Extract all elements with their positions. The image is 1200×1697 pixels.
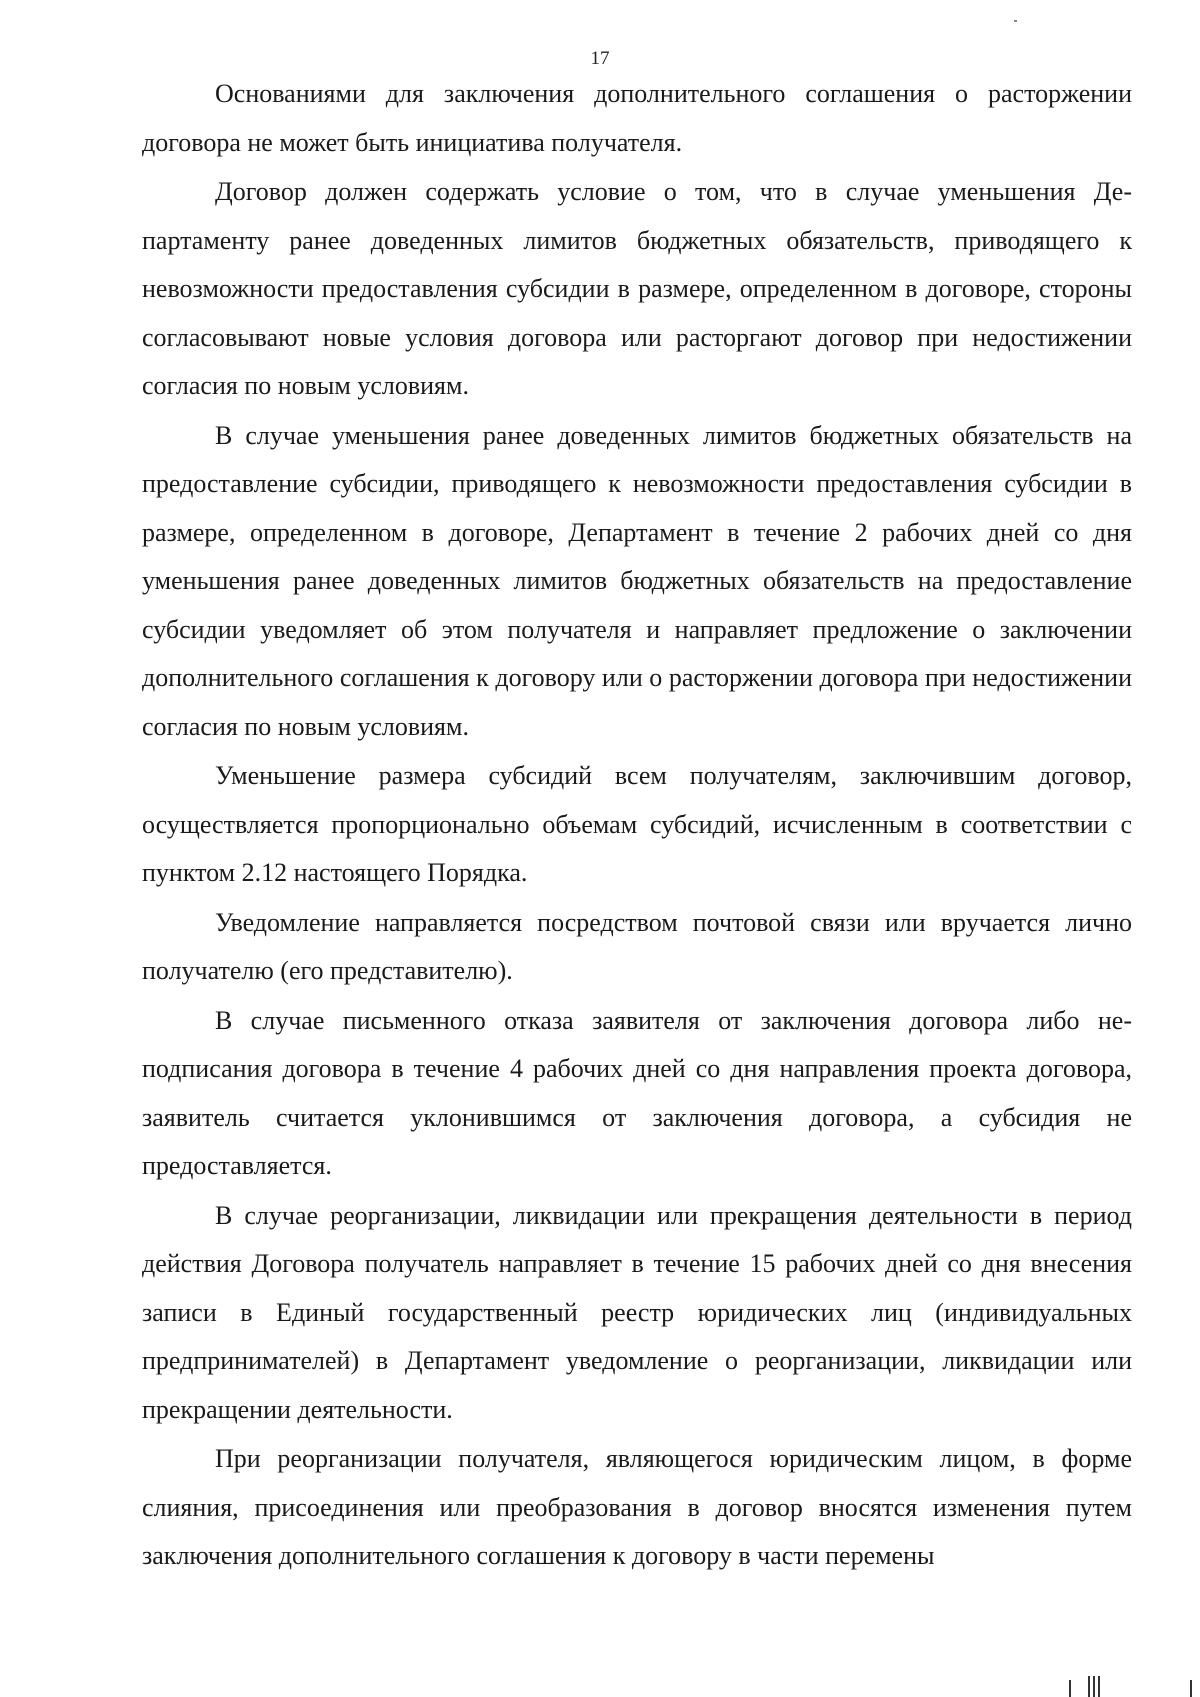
paragraph: В случае уменьшения ранее доведенных лимитов бюджетных обязательств на предоставление субсидии, приводящего к невозможности предоставления субсидии в размере, определенном в договоре, Департамент в течение 2 рабочих дней со дня уменьшения ранее доведенных лимитов бюджетных обязательств на предоставление субсидии уведомляет об этом получателя и направляет предложение о заключении дополнительного соглашения к договору или о расторжении договора при недостижении согласия по новым условиям. <box>142 420 1132 741</box>
scan-artifact <box>1014 20 1017 22</box>
paragraph: Договор должен содержать условие о том, что в случае уменьшения Департаменту ранее доведенных лимитов бюджетных обязательств, приводящего к невозможности предоставления субсидии в размере, определенном в договоре, стороны согласовывают новые условия договора или расторгают договор при недостижении согласия по новым условиям. <box>142 177 1132 400</box>
paragraph: Уменьшение размера субсидий всем получателям, заключившим договор, осуществляется пропорционально объемам субсидий, исчисленным в соответствии с пунктом 2.12 настоящего Порядка. <box>142 761 1132 887</box>
scan-artifact <box>1190 1680 1192 1697</box>
scan-artifact <box>1069 1680 1071 1697</box>
paragraph: Уведомление направляется посредством почтовой связи или вручается лично получателю (его представителю). <box>142 907 1132 985</box>
page-number: 17 <box>590 48 610 69</box>
scan-artifact <box>1093 1676 1095 1697</box>
paragraph: При реорганизации получателя, являющегося юридическим лицом, в форме слияния, присоединения или преобразования в договор вносятся изменения путем заключения дополнительного соглашения к договору в части перемены <box>142 1444 1132 1570</box>
paragraph: В случае письменного отказа заявителя от заключения договора либо неподписания договора в течение 4 рабочих дней со дня направления проекта договора, заявитель считается уклонившимся от заключения договора, а субсидия не предоставляется. <box>142 1005 1132 1180</box>
scan-artifact <box>1098 1676 1100 1697</box>
scan-artifact <box>1088 1676 1090 1697</box>
document-body <box>142 70 1132 1582</box>
paragraph: В случае реорганизации, ликвидации или прекращения деятельности в период действия Договора получатель направляет в течение 15 рабочих дней со дня внесения записи в Единый государственный реестр юридических лиц (индивидуальных предпринимателей) в Департамент уведомление о реорганизации, ликвидации или прекращении деятельности. <box>142 1200 1132 1424</box>
paragraph: Основаниями для заключения дополнительного соглашения о расторжении договора не может быть инициатива получателя. <box>142 79 1132 157</box>
